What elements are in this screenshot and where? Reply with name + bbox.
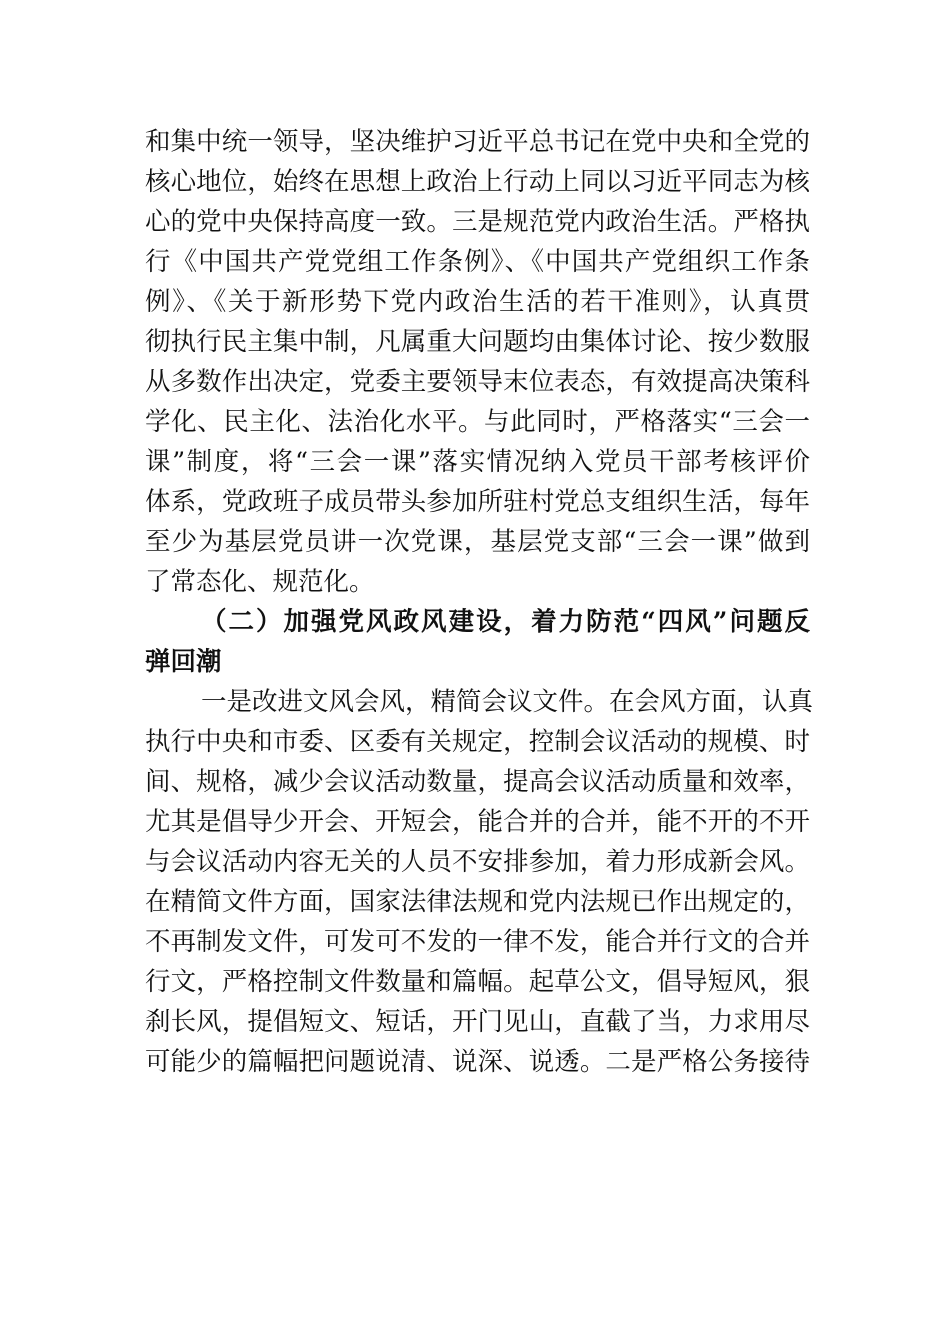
text-line: 一是改进文风会风，精简会议文件。在会风方面，认真	[201, 687, 814, 717]
text-line: 执行中央和市委、区委有关规定，控制会议活动的规模、时	[145, 727, 810, 757]
section-heading-line: （二）加强党风政风建设，着力防范“四风”问题反	[201, 607, 810, 637]
text-line: 行《中国共产党党组工作条例》、《中国共产党组织工作条	[145, 247, 810, 277]
text-line: 体系，党政班子成员带头参加所驻村党总支组织生活，每年	[145, 487, 810, 517]
text-line: 学化、民主化、法治化水平。与此同时，严格落实“三会一	[145, 407, 810, 437]
text-line: 课”制度，将“三会一课”落实情况纳入党员干部考核评价	[145, 447, 810, 477]
text-line: 间、规格，减少会议活动数量，提高会议活动质量和效率，	[145, 767, 810, 797]
section-heading-line: 弹回潮	[145, 647, 222, 677]
text-line: 彻执行民主集中制，凡属重大问题均由集体讨论、按少数服	[145, 327, 810, 357]
text-line: 可能少的篇幅把问题说清、说深、说透。二是严格公务接待	[145, 1047, 810, 1077]
text-line: 至少为基层党员讲一次党课，基层党支部“三会一课”做到	[145, 527, 810, 557]
text-line: 与会议活动内容无关的人员不安排参加，着力形成新会风。	[145, 847, 810, 877]
text-line: 例》、《关于新形势下党内政治生活的若干准则》，认真贯	[145, 287, 810, 317]
text-line: 在精简文件方面，国家法律法规和党内法规已作出规定的，	[145, 887, 810, 917]
text-line: 不再制发文件，可发可不发的一律不发，能合并行文的合并	[145, 927, 810, 957]
text-line: 心的党中央保持高度一致。三是规范党内政治生活。严格执	[145, 207, 810, 237]
text-line: 了常态化、规范化。	[145, 567, 375, 597]
text-line: 行文，严格控制文件数量和篇幅。起草公文，倡导短风，狠	[145, 967, 810, 997]
text-line: 尤其是倡导少开会、开短会，能合并的合并，能不开的不开	[145, 807, 810, 837]
text-line: 刹长风，提倡短文、短话，开门见山，直截了当，力求用尽	[145, 1007, 810, 1037]
text-line: 和集中统一领导，坚决维护习近平总书记在党中央和全党的	[145, 127, 810, 157]
text-line: 从多数作出决定，党委主要领导末位表态，有效提高决策科	[145, 367, 810, 397]
text-line: 核心地位，始终在思想上政治上行动上同以习近平同志为核	[145, 167, 810, 197]
